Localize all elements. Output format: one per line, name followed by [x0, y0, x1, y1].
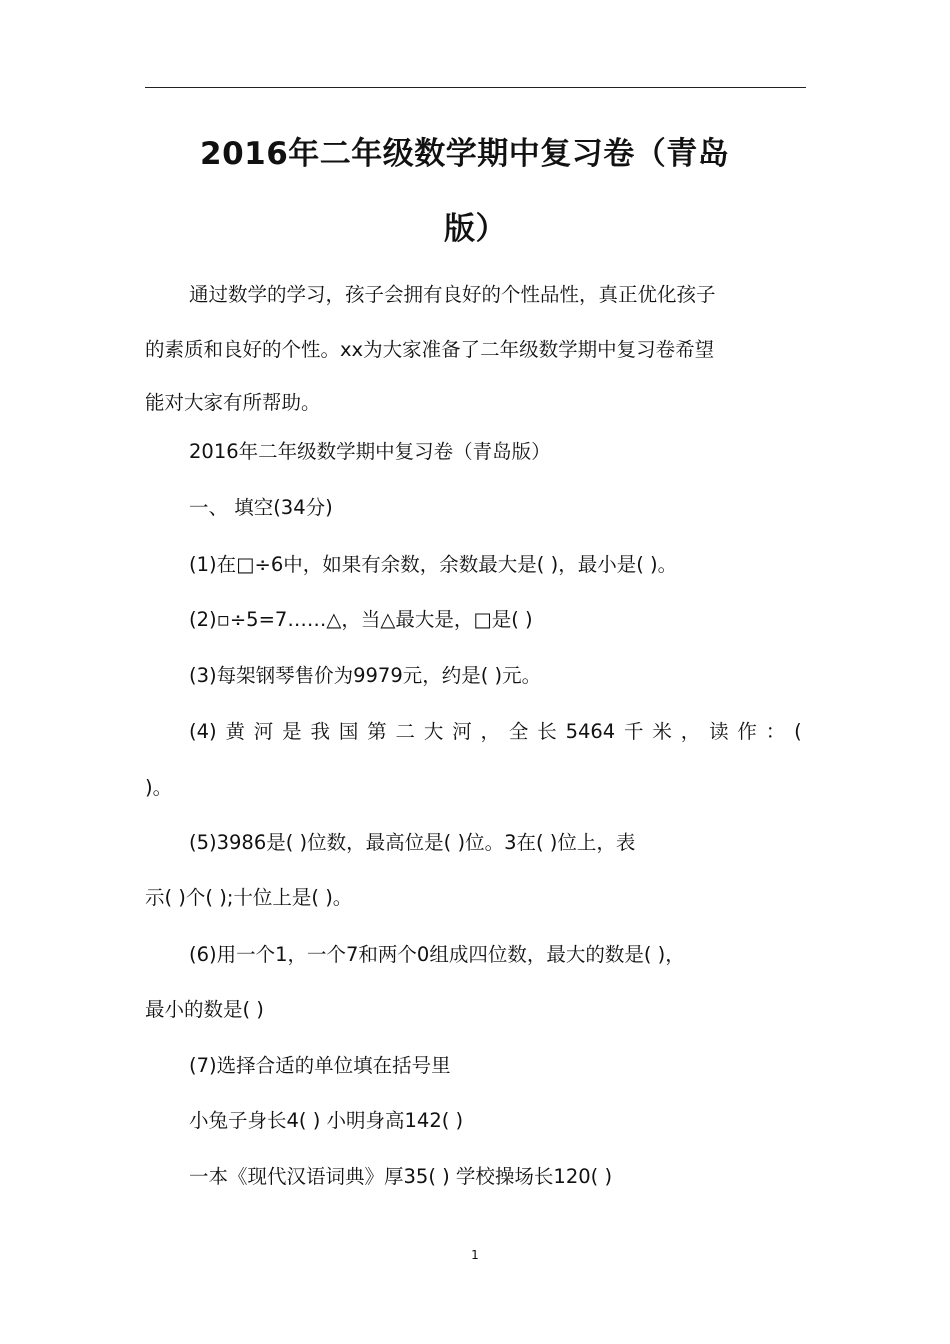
q4-token: 二	[395, 720, 416, 743]
question-7-item-a: 小兔子身长4( ) 小明身高142( )	[189, 1109, 464, 1132]
section-heading: 一、 填空(34分)	[189, 496, 333, 519]
question-7: (7)选择合适的单位填在括号里	[189, 1054, 451, 1077]
q4-token: 5464	[565, 720, 616, 743]
q4-token: 长	[537, 720, 557, 743]
question-4-line2: )。	[145, 776, 173, 799]
q4-token: 我	[310, 720, 330, 743]
q4-token: 千	[624, 720, 644, 743]
question-4-line1	[189, 722, 802, 742]
q4-token: 黄	[225, 720, 245, 743]
q4-token: 河	[253, 720, 274, 743]
q4-token: 读	[709, 720, 729, 743]
question-2: (2)▫÷5=7……△，当△最大是，□是( )	[189, 608, 533, 631]
q4-token: ：	[765, 720, 786, 743]
header-rule	[145, 87, 806, 88]
page-number: 1	[471, 1248, 479, 1262]
intro-paragraph-line1: 通过数学的学习，孩子会拥有良好的个性品性，真正优化孩子	[189, 283, 716, 306]
q4-token: 大	[423, 720, 444, 743]
q4-token: 是	[282, 720, 302, 743]
question-5-line1: (5)3986是( )位数，最高位是( )位。3在( )位上，表	[189, 831, 636, 854]
intro-paragraph-line3: 能对大家有所帮助。	[145, 391, 321, 414]
q4-token: 国	[338, 720, 359, 743]
document-title-line2: 版）	[444, 211, 507, 247]
q4-token: 全	[508, 720, 529, 743]
q4-token: 作	[737, 720, 757, 743]
question-6-line1: (6)用一个1，一个7和两个0组成四位数，最大的数是( )，	[189, 943, 685, 966]
q4-token: 河	[452, 720, 472, 743]
q4-token: ，	[680, 720, 701, 743]
document-title-line1: 2016年二年级数学期中复习卷（青岛	[200, 136, 730, 172]
question-7-item-b: 一本《现代汉语词典》厚35( ) 学校操场长120( )	[189, 1165, 613, 1188]
q4-token: (	[794, 720, 802, 743]
question-3: (3)每架钢琴售价为9979元，约是( )元。	[189, 664, 542, 687]
q4-token: 第	[367, 720, 387, 743]
subtitle: 2016年二年级数学期中复习卷（青岛版）	[189, 440, 551, 463]
question-6-line2: 最小的数是( )	[145, 998, 264, 1021]
question-1: (1)在□÷6中，如果有余数，余数最大是( )，最小是( )。	[189, 553, 678, 576]
q4-token: 米	[652, 720, 672, 743]
intro-paragraph-line2: 的素质和良好的个性。xx为大家准备了二年级数学期中复习卷希望	[145, 338, 715, 361]
q4-token: (4)	[189, 720, 217, 743]
question-5-line2: 示( )个( );十位上是( )。	[145, 886, 353, 909]
q4-token: ，	[480, 720, 501, 743]
